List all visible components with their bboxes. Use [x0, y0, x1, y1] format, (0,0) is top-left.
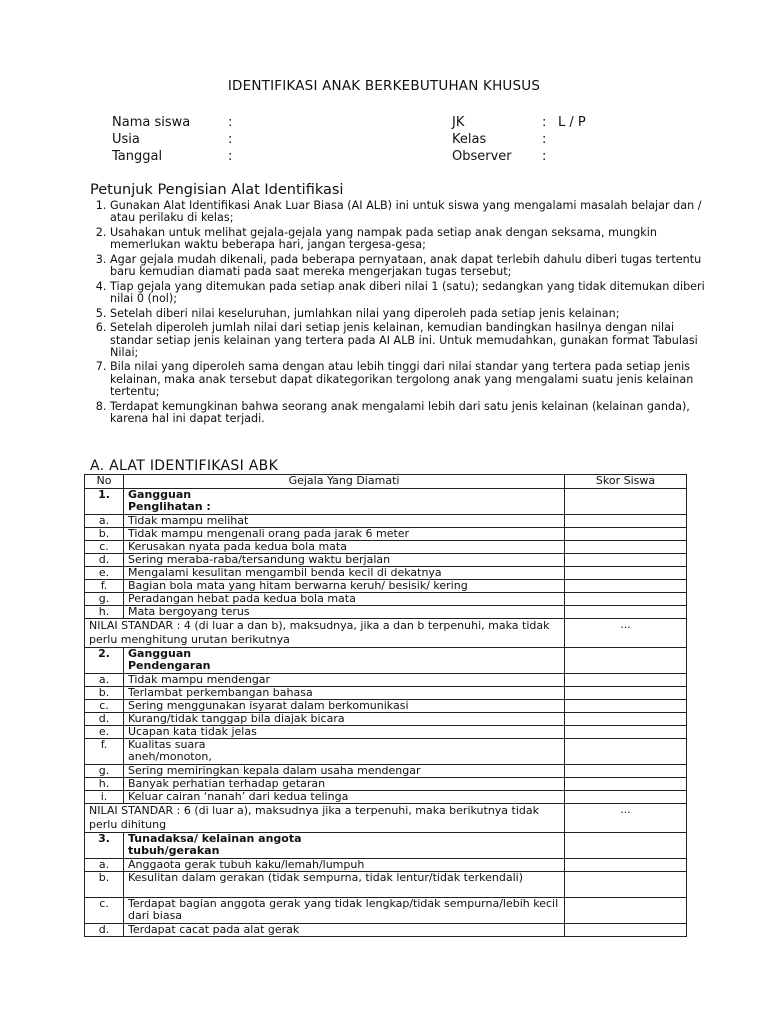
score-cell [565, 700, 687, 713]
item-symptom: Tidak mampu mengenali orang pada jarak 6 meter [124, 528, 565, 541]
info-label: JK [452, 115, 465, 130]
instruction-item: 7. Bila nilai yang diperoleh sama dengan atau lebih tinggi dari nilai standar yang tertera pada setiap jenis kelainan, maka anak tersebut dapat dikategorikan tergolong anak yang mengalami suatu jenis kelainan tertentu; [110, 361, 710, 398]
document-title: IDENTIFIKASI ANAK BERKEBUTUHAN KHUSUS [227, 78, 541, 94]
score-cell [565, 554, 687, 567]
info-colon: : [542, 132, 547, 147]
info-label: Kelas [452, 132, 487, 147]
score-cell [565, 765, 687, 778]
table-row [85, 674, 687, 687]
item-letter: g. [85, 593, 124, 606]
item-letter: e. [85, 726, 124, 739]
table-row [85, 713, 687, 726]
item-letter: g. [85, 765, 124, 778]
score-cell [565, 515, 687, 528]
info-colon: : [228, 115, 233, 130]
instructions-list [90, 200, 710, 428]
instruction-item: 3. Agar gejala mudah dikenali, pada beberapa pernyataan, anak dapat terlebih dahulu diberi tugas tertentu baru kemudian diamati pada saat mereka mengerjakan tugas tersebut; [110, 254, 710, 279]
item-symptom: Mata bergoyang terus [124, 606, 565, 619]
info-row-tanggal [112, 148, 232, 165]
item-symptom: Kesulitan dalam gerakan (tidak sempurna, tidak lentur/tidak terkendali) [124, 872, 565, 898]
info-row-jk [452, 114, 586, 131]
table-row [85, 515, 687, 528]
score-cell [565, 580, 687, 593]
score-cell [565, 859, 687, 872]
table-group-row [85, 648, 687, 674]
item-symptom: Peradangan hebat pada kedua bola mata [124, 593, 565, 606]
score-cell [565, 687, 687, 700]
item-letter: c. [85, 700, 124, 713]
instruction-item: 4. Tiap gejala yang ditemukan pada setiap anak diberi nilai 1 (satu); sedangkan yang tidak ditemukan diberi nilai 0 (nol); [110, 281, 710, 306]
score-cell [565, 606, 687, 619]
section-a-heading: A. ALAT IDENTIFIKASI ABK [90, 458, 279, 474]
info-label: Observer [452, 149, 512, 164]
header-gejala: Gejala Yang Diamati [124, 475, 565, 489]
header-no: No [85, 475, 124, 489]
table-row [85, 791, 687, 804]
table-row [85, 554, 687, 567]
item-letter: h. [85, 606, 124, 619]
item-letter: b. [85, 687, 124, 700]
info-label: Tanggal [112, 149, 163, 164]
score-cell [565, 593, 687, 606]
item-symptom: Terlambat perkembangan bahasa [124, 687, 565, 700]
score-cell [565, 833, 687, 859]
score-cell [565, 778, 687, 791]
instructions-heading: Petunjuk Pengisian Alat Identifikasi [90, 182, 344, 198]
item-letter: a. [85, 674, 124, 687]
item-symptom: Bagian bola mata yang hitam berwarna keruh/ besisik/ kering [124, 580, 565, 593]
table-row [85, 765, 687, 778]
table-row [85, 859, 687, 872]
standard-text: NILAI STANDAR : 6 (di luar a), maksudnya jika a terpenuhi, maka berikutnya tidak perlu dihitung [85, 804, 565, 833]
table-row [85, 726, 687, 739]
group-title: Tunadaksa/ kelainan angota tubuh/gerakan [124, 833, 565, 859]
item-symptom: Tidak mampu mendengar [124, 674, 565, 687]
info-label: Usia [112, 132, 140, 147]
score-cell [565, 541, 687, 554]
standard-score: ... [565, 804, 687, 833]
item-letter: f. [85, 580, 124, 593]
table-row [85, 567, 687, 580]
info-colon: : [228, 132, 233, 147]
item-letter: d. [85, 554, 124, 567]
instruction-item: 6. Setelah diperoleh jumlah nilai dari setiap jenis kelainan, kemudian bandingkan hasilnya dengan nilai standar setiap jenis kelainan yang tertera pada AI ALB ini. Untuk memudahkan, gunakan format Tabulasi Nilai; [110, 322, 710, 359]
info-row-kelas [452, 131, 586, 148]
item-letter: f. [85, 739, 124, 765]
table-row [85, 898, 687, 924]
item-letter: i. [85, 791, 124, 804]
standard-row [85, 804, 687, 833]
standard-text: NILAI STANDAR : 4 (di luar a dan b), maksudnya, jika a dan b terpenuhi, maka tidak perlu menghitung urutan berikutnya [85, 619, 565, 648]
header-skor: Skor Siswa [565, 475, 687, 489]
score-cell [565, 872, 687, 898]
group-title: Gangguan Pendengaran [124, 648, 565, 674]
instruction-item: 8. Terdapat kemungkinan bahwa seorang anak mengalami lebih dari satu jenis kelainan (kelainan ganda), karena hal ini dapat terjadi. [110, 401, 710, 426]
item-symptom: Ucapan kata tidak jelas [124, 726, 565, 739]
score-cell [565, 791, 687, 804]
item-symptom: Sering meraba-raba/tersandung waktu berjalan [124, 554, 565, 567]
info-colon: : [228, 149, 233, 164]
table-group-row [85, 833, 687, 859]
table-row [85, 541, 687, 554]
item-symptom: Sering memiringkan kepala dalam usaha mendengar [124, 765, 565, 778]
table-row [85, 872, 687, 898]
item-letter: h. [85, 778, 124, 791]
table-row [85, 700, 687, 713]
table-row [85, 606, 687, 619]
item-symptom: Terdapat cacat pada alat gerak [124, 924, 565, 937]
group-number: 3. [85, 833, 124, 859]
group-number: 2. [85, 648, 124, 674]
score-cell [565, 924, 687, 937]
standard-score: ... [565, 619, 687, 648]
item-letter: c. [85, 898, 124, 924]
table-row [85, 739, 687, 765]
score-cell [565, 528, 687, 541]
item-symptom: Anggaota gerak tubuh kaku/lemah/lumpuh [124, 859, 565, 872]
item-letter: b. [85, 872, 124, 898]
item-letter: e. [85, 567, 124, 580]
item-letter: b. [85, 528, 124, 541]
item-symptom: Sering menggunakan isyarat dalam berkomunikasi [124, 700, 565, 713]
item-symptom: Tidak mampu melihat [124, 515, 565, 528]
info-colon: : [542, 149, 547, 164]
info-row-observer [452, 148, 586, 165]
table-row [85, 580, 687, 593]
score-cell [565, 726, 687, 739]
student-info-left [112, 114, 232, 165]
group-title: Gangguan Penglihatan : [124, 489, 565, 515]
instruction-item: 2. Usahakan untuk melihat gejala-gejala yang nampak pada setiap anak dengan seksama, mungkin memerlukan waktu beberapa hari, jangan tergesa-gesa; [110, 227, 710, 252]
score-cell [565, 489, 687, 515]
item-symptom: Keluar cairan ‘nanah’ dari kedua telinga [124, 791, 565, 804]
table-group-row [85, 489, 687, 515]
item-symptom: Banyak perhatian terhadap getaran [124, 778, 565, 791]
table-row [85, 528, 687, 541]
table-row [85, 778, 687, 791]
identification-table [84, 474, 687, 937]
instruction-item: 5. Setelah diberi nilai keseluruhan, jumlahkan nilai yang diperoleh pada setiap jenis kelainan; [110, 308, 710, 320]
instruction-item: 1. Gunakan Alat Identifikasi Anak Luar Biasa (AI ALB) ini untuk siswa yang mengalami masalah belajar dan / atau perilaku di kelas; [110, 200, 710, 225]
item-letter: c. [85, 541, 124, 554]
item-symptom: Kerusakan nyata pada kedua bola mata [124, 541, 565, 554]
score-cell [565, 674, 687, 687]
score-cell [565, 713, 687, 726]
item-symptom: Kurang/tidak tanggap bila diajak bicara [124, 713, 565, 726]
item-letter: a. [85, 515, 124, 528]
item-letter: a. [85, 859, 124, 872]
standard-row [85, 619, 687, 648]
score-cell [565, 739, 687, 765]
score-cell [565, 898, 687, 924]
score-cell [565, 648, 687, 674]
item-symptom: Kualitas suara aneh/monoton, [124, 739, 565, 765]
table-row [85, 593, 687, 606]
item-letter: d. [85, 713, 124, 726]
info-row-nama [112, 114, 232, 131]
item-letter: d. [85, 924, 124, 937]
item-symptom: Terdapat bagian anggota gerak yang tidak lengkap/tidak sempurna/lebih kecil dari biasa [124, 898, 565, 924]
table-body [85, 489, 687, 937]
info-colon: : [542, 115, 547, 130]
info-label: Nama siswa [112, 115, 191, 130]
group-number: 1. [85, 489, 124, 515]
info-row-usia [112, 131, 232, 148]
score-cell [565, 567, 687, 580]
info-value-jk: L / P [558, 115, 586, 130]
student-info-right [452, 114, 586, 165]
table-row [85, 687, 687, 700]
item-symptom: Mengalami kesulitan mengambil benda kecil di dekatnya [124, 567, 565, 580]
table-row [85, 924, 687, 937]
